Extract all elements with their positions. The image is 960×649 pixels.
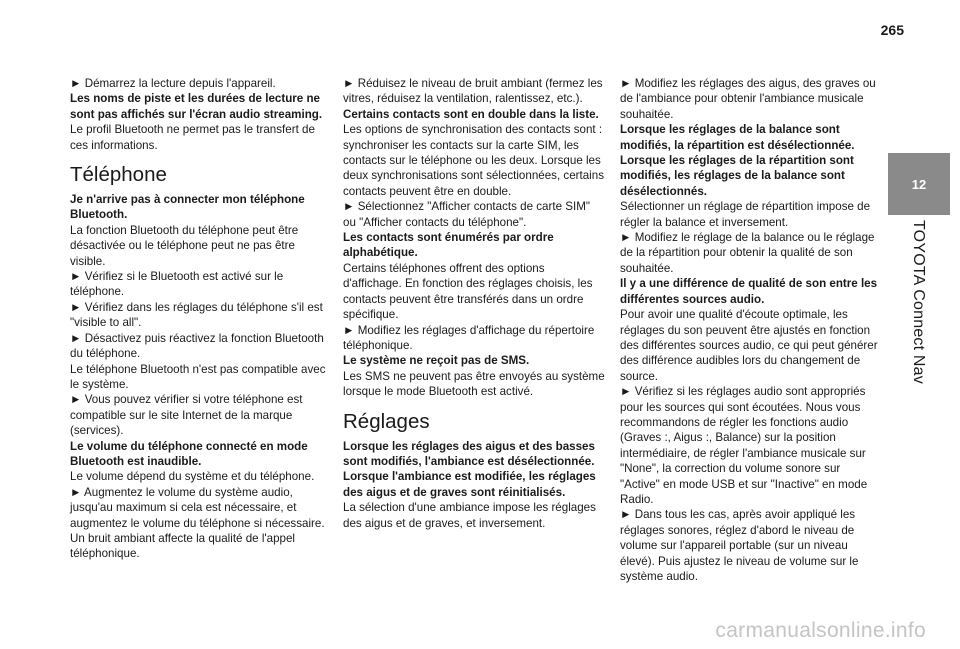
chapter-title [898, 220, 938, 480]
body-paragraph: ► Vérifiez dans les réglages du téléphone s'il est "visible to all". [70, 300, 323, 330]
question-heading: Je n'arrive pas à connecter mon téléphone Bluetooth. [70, 193, 305, 222]
question-heading: Les contacts sont énumérés par ordre alphabétique. [343, 231, 554, 260]
question-heading: Le système ne reçoit pas de SMS. [343, 354, 530, 368]
body-paragraph: Le profil Bluetooth ne permet pas le transfert de ces informations. [70, 123, 315, 152]
body-paragraph: ► Dans tous les cas, après avoir appliqué les réglages sonores, réglez d'abord le niveau de volume sur l'appareil portable (sur un niveau élevé). Puis ajustez le niveau de volume sur le système audio. [620, 508, 859, 583]
question-heading: Il y a une différence de qualité de son entre les différentes sources audio. [620, 277, 878, 306]
body-paragraph: Certains téléphones offrent des options d'affichage. En fonction des réglages choisis, les contacts peuvent être transférés dans un ordre spécifique. [343, 261, 593, 322]
body-paragraph: ► Modifiez les réglages d'affichage du répertoire téléphonique. [343, 323, 595, 352]
body-paragraph: ► Augmentez le volume du système audio, jusqu'au maximum si cela est nécessaire, et augmentez le volume du téléphone si nécessaire. [70, 485, 325, 530]
section-heading: Téléphone [70, 163, 167, 187]
body-paragraph: Les SMS ne peuvent pas être envoyés au système lorsque le mode Bluetooth est activé. [343, 369, 605, 399]
question-heading: Certains contacts sont en double dans la liste. [343, 107, 599, 121]
body-paragraph: ► Réduisez le niveau de bruit ambiant (fermez les vitres, réduisez la ventilation, ralentissez, etc.). [343, 77, 603, 106]
body-paragraph: La fonction Bluetooth du téléphone peut être désactivée ou le téléphone peut ne pas être visible. [70, 223, 299, 268]
chapter-tab: 12 [888, 153, 950, 215]
body-paragraph: ► Modifiez les réglages des aigus, des graves ou de l'ambiance pour obtenir l'ambiance musicale souhaitée. [620, 77, 876, 121]
page-number: 265 [880, 22, 904, 38]
question-heading: Lorsque les réglages de la répartition sont modifiés, les réglages de la balance sont désélectionnés. [620, 154, 854, 198]
body-paragraph: ► Vérifiez si le Bluetooth est activé sur le téléphone. [70, 270, 284, 299]
body-paragraph: ► Désactivez puis réactivez la fonction Bluetooth du téléphone. [70, 331, 324, 361]
body-paragraph: ► Vous pouvez vérifier si votre téléphone est compatible sur le site Internet de la marque (services). [70, 393, 303, 438]
body-paragraph: Le téléphone Bluetooth n'est pas compatible avec le système. [70, 362, 326, 391]
column-2 [343, 76, 605, 531]
body-paragraph: La sélection d'une ambiance impose les réglages des aigus et de graves, et inversement. [343, 501, 596, 530]
body-paragraph: Les options de synchronisation des contacts sont : synchroniser les contacts sur la carte SIM, les contacts sur le téléphone ou les deux. Lorsque les deux synchronisations sont sélectionnées, certains contacts peuvent être en double. [343, 123, 605, 198]
question-heading: Les noms de piste et les durées de lecture ne sont pas affichés sur l'écran audio streaming. [70, 92, 323, 121]
column-3 [620, 76, 882, 584]
body-paragraph: Pour avoir une qualité d'écoute optimale, les réglages du son peuvent être ajustés en fonction des différentes sources audio, ce qui peut générer des différence audibles lors du changement de source. [620, 308, 878, 383]
watermark: carmanualsonline.info [715, 619, 926, 642]
question-heading: Le volume du téléphone connecté en mode Bluetooth est inaudible. [70, 439, 308, 468]
body-paragraph: ► Modifiez le réglage de la balance ou le réglage de la répartition pour obtenir la qualité de son souhaitée. [620, 231, 875, 275]
body-paragraph: Sélectionner un réglage de répartition impose de régler la balance et inversement. [620, 200, 871, 229]
body-paragraph: Un bruit ambiant affecte la qualité de l'appel téléphonique. [70, 531, 296, 561]
section-heading: Réglages [343, 409, 430, 433]
question-heading: Lorsque les réglages des aigus et des basses sont modifiés, l'ambiance est désélectionnée. [343, 439, 595, 468]
body-paragraph: ► Sélectionnez "Afficher contacts de carte SIM" ou "Afficher contacts du téléphone". [343, 200, 590, 229]
chapter-title-text: TOYOTA Connect Nav [910, 220, 927, 384]
question-heading: Lorsque l'ambiance est modifiée, les réglages des aigus et de graves sont réinitialisés. [343, 470, 596, 499]
question-heading: Lorsque les réglages de la balance sont modifiés, la répartition est désélectionnée. [620, 123, 855, 152]
body-paragraph: ► Démarrez la lecture depuis l'appareil. [70, 77, 276, 90]
body-paragraph: Le volume dépend du système et du téléphone. [70, 470, 315, 484]
body-paragraph: ► Vérifiez si les réglages audio sont appropriés pour les sources qui sont écoutées. Nous vous recommandons de régler les fonctions audio (Graves :, Aigus :, Balance) sur la position intermédiaire, de régler l'ambiance musicale sur "None", la correction du volume sonore sur "Active" en mode USB et sur "Inactive" en mode Radio. [620, 385, 868, 506]
column-1 [70, 76, 332, 562]
